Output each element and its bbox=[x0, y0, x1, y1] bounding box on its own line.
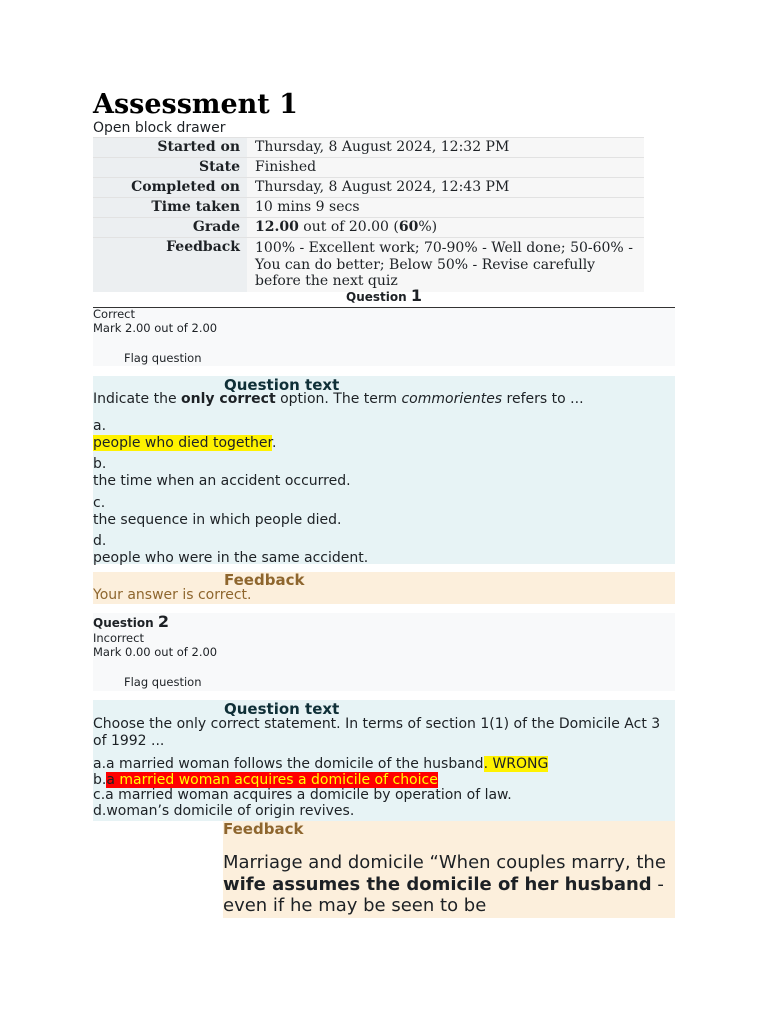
question-mark: Mark 0.00 out of 2.00 bbox=[93, 644, 218, 659]
answer-option-d[interactable]: d.woman’s domicile of origin revives. bbox=[93, 802, 355, 819]
question-1-heading: Question 1 bbox=[346, 286, 422, 305]
quiz-summary-table bbox=[93, 137, 644, 292]
question-2-heading: Question 2 bbox=[93, 612, 169, 631]
summary-value: 10 mins 9 secs bbox=[247, 198, 644, 218]
option-letter: b. bbox=[93, 456, 107, 472]
option-letter: c. bbox=[93, 495, 106, 511]
option-text: the sequence in which people died. bbox=[93, 512, 342, 528]
option-letter: a. bbox=[93, 418, 107, 434]
flag-question-button[interactable]: Flag question bbox=[124, 351, 202, 365]
summary-row-started bbox=[93, 138, 644, 158]
question-number: 1 bbox=[410, 286, 422, 305]
summary-row-state bbox=[93, 158, 644, 178]
summary-label: Feedback bbox=[93, 238, 247, 292]
answer-option-c[interactable]: c.a married woman acquires a domicile by operation of law. bbox=[93, 787, 512, 803]
summary-label: Started on bbox=[93, 138, 247, 158]
option-text: people who died together bbox=[93, 435, 272, 451]
summary-row-feedback bbox=[93, 238, 644, 292]
page-title: Assessment 1 bbox=[93, 89, 298, 120]
summary-value: Finished bbox=[247, 158, 644, 178]
wrong-mark: . WRONG bbox=[483, 756, 549, 772]
question-text-heading: Question text bbox=[224, 376, 340, 394]
summary-value bbox=[247, 218, 644, 238]
question-prompt: Indicate the only correct option. The term commorientes refers to ... bbox=[93, 391, 584, 407]
question-number: 2 bbox=[157, 612, 169, 631]
grade-close: %) bbox=[418, 219, 438, 235]
question-mark: Mark 2.00 out of 2.00 bbox=[93, 320, 218, 335]
answer-option-d[interactable] bbox=[93, 533, 368, 567]
summary-row-grade bbox=[93, 218, 644, 238]
summary-row-time-taken bbox=[93, 198, 644, 218]
summary-value: Thursday, 8 August 2024, 12:43 PM bbox=[247, 178, 644, 198]
summary-value: 100% - Excellent work; 70-90% - Well done; 50-60% - You can do better; Below 50% - Revise carefully before the next quiz bbox=[247, 238, 644, 292]
question-2-feedback-block bbox=[223, 821, 675, 852]
question-status: Correct bbox=[93, 307, 135, 321]
feedback-text: Your answer is correct. bbox=[93, 587, 252, 603]
summary-row-completed bbox=[93, 178, 644, 198]
question-status: Incorrect bbox=[93, 631, 144, 645]
summary-label: Completed on bbox=[93, 178, 247, 198]
summary-value: Thursday, 8 August 2024, 12:32 PM bbox=[247, 138, 644, 158]
answer-option-a[interactable]: a.a married woman follows the domicile of the husband. WRONG bbox=[93, 756, 549, 772]
question-2-info bbox=[93, 613, 675, 691]
selected-answer-highlight: married woman acquires a domicile of choice bbox=[114, 771, 438, 788]
question-text-heading: Question text bbox=[224, 700, 340, 718]
grade-percent: 60 bbox=[398, 219, 419, 235]
option-letter: d. bbox=[93, 533, 107, 549]
summary-label: Grade bbox=[93, 218, 247, 238]
question-1-text-block bbox=[93, 376, 675, 564]
grade-score: 12.00 bbox=[255, 219, 299, 235]
answer-option-b[interactable] bbox=[93, 456, 351, 490]
answer-option-c[interactable] bbox=[93, 495, 341, 529]
question-1-info bbox=[93, 308, 675, 366]
flag-question-button[interactable]: Flag question bbox=[124, 675, 202, 689]
summary-label: Time taken bbox=[93, 198, 247, 218]
summary-label: State bbox=[93, 158, 247, 178]
question-1-feedback-block bbox=[93, 572, 675, 604]
feedback-heading: Feedback bbox=[224, 571, 305, 589]
grade-out-of: out of 20.00 ( bbox=[298, 219, 399, 235]
question-2-text-block bbox=[93, 700, 675, 821]
open-block-drawer-link[interactable]: Open block drawer bbox=[93, 120, 226, 136]
feedback-text: Marriage and domicile “When couples marry, the wife assumes the domicile of her husband - even if he may be seen to be bbox=[223, 852, 675, 918]
option-text: people who were in the same accident. bbox=[93, 550, 369, 566]
option-text: the time when an accident occurred. bbox=[93, 473, 351, 489]
question-prompt: Choose the only correct statement. In terms of section 1(1) of the Domicile Act 3 of 1992 ... bbox=[93, 716, 661, 749]
answer-option-a[interactable]: a. people who died together. bbox=[93, 418, 277, 451]
answer-option-b[interactable]: b.a married woman acquires a domicile of choice bbox=[93, 771, 438, 788]
feedback-heading: Feedback bbox=[223, 820, 304, 838]
answer-options bbox=[93, 757, 675, 819]
